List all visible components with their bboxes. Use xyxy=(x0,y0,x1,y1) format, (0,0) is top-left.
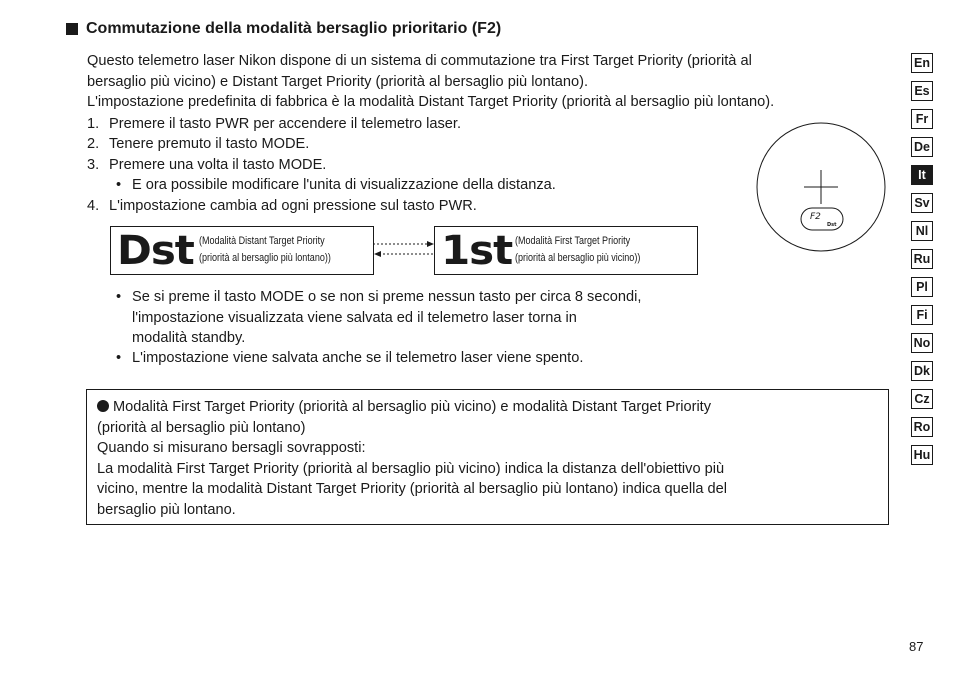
lang-tab-ru[interactable]: Ru xyxy=(911,249,933,269)
lang-tab-dk[interactable]: Dk xyxy=(911,361,933,381)
lang-tab-pl[interactable]: Pl xyxy=(911,277,933,297)
note-line-6: bersaglio più lontano. xyxy=(97,501,236,518)
display-1st-glyph: 1st xyxy=(441,228,513,274)
display-dst-box xyxy=(110,226,374,275)
intro-line-1: Questo telemetro laser Nikon dispone di un sistema di commutazione tra First Target Priority (priorità al xyxy=(87,53,752,69)
bullet-standby: • Se si preme il tasto MODE o se non si preme nessun tasto per circa 8 secondi, l'impostazione visualizzata viene salvata ed il telemetro laser torna in modalità standby. xyxy=(116,289,642,346)
lang-tab-hu[interactable]: Hu xyxy=(911,445,933,465)
lang-tab-fr[interactable]: Fr xyxy=(911,109,933,129)
display-dst-caption: (Modalità Distant Target Priority (priorità al bersaglio più lontano)) xyxy=(199,235,331,264)
toggle-arrows-icon xyxy=(373,234,435,260)
lang-tab-no[interactable]: No xyxy=(911,333,933,353)
display-dst-glyph: Dst xyxy=(117,228,194,274)
intro-line-2: bersaglio più vicino) e Distant Target Priority (priorità al bersaglio più lontano). xyxy=(87,73,589,90)
square-bullet-icon xyxy=(66,23,78,35)
viewfinder-mode-label: F2 xyxy=(810,212,821,222)
step-1: 1. Premere il tasto PWR per accendere il telemetro laser. xyxy=(87,116,462,132)
lang-tab-nl[interactable]: Nl xyxy=(911,221,933,241)
note-title-line-1: Modalità First Target Priority (priorità al bersaglio più vicino) e modalità Distant Target Priority xyxy=(97,397,880,418)
lang-tab-sv[interactable]: Sv xyxy=(911,193,933,213)
intro-line-3: L'impostazione predefinita di fabbrica è la modalità Distant Target Priority (priorità al bersaglio più lontano). xyxy=(87,94,775,110)
intro-text xyxy=(87,51,887,113)
circle-bullet-icon xyxy=(97,400,109,412)
lang-tab-de[interactable]: De xyxy=(911,137,933,157)
bullet-saved: • L'impostazione viene salvata anche se il telemetro laser viene spento. xyxy=(132,348,583,369)
viewfinder-illustration xyxy=(755,122,889,252)
section-title: Commutazione della modalità bersaglio prioritario (F2) xyxy=(86,20,502,37)
section-heading xyxy=(66,19,501,39)
lang-tab-fi[interactable]: Fi xyxy=(911,305,933,325)
viewfinder-mode-badge xyxy=(801,208,843,230)
display-1st-caption: (Modalità First Target Priority (priorità al bersaglio più vicino)) xyxy=(515,235,641,264)
lang-tab-ro[interactable]: Ro xyxy=(911,417,933,437)
note-title-line-2: (priorità al bersaglio più lontano) xyxy=(97,419,306,436)
step-2: 2. Tenere premuto il tasto MODE. xyxy=(87,136,310,152)
step-4: 4. L'impostazione cambia ad ogni pressione sul tasto PWR. xyxy=(87,198,477,214)
step-3: 3. Premere una volta il tasto MODE. xyxy=(87,157,327,173)
lang-tab-cz[interactable]: Cz xyxy=(911,389,933,409)
bullet-dot-icon: • xyxy=(116,289,122,305)
lang-tab-it[interactable]: It xyxy=(911,165,933,185)
bullet-dot-icon: • xyxy=(116,350,122,366)
lang-tab-en[interactable]: En xyxy=(911,53,933,73)
note-line-3: Quando si misurano bersagli sovrapposti: xyxy=(97,440,366,456)
lang-tab-es[interactable]: Es xyxy=(911,81,933,101)
viewfinder-sub-label: Dst xyxy=(827,222,837,228)
crosshair-icon xyxy=(804,170,838,204)
note-line-5: vicino, mentre la modalità Distant Target Priority (priorità al bersaglio più lontano) indica quella del xyxy=(97,481,728,497)
bullet-dot-icon: • xyxy=(116,177,122,193)
step-3-bullet: • E ora possibile modificare l'unita di visualizzazione della distanza. xyxy=(132,175,556,196)
display-1st-box xyxy=(434,226,698,275)
note-line-4: La modalità First Target Priority (priorità al bersaglio più vicino) indica la distanza dell'obiettivo più xyxy=(97,460,725,477)
page-number: 87 xyxy=(909,639,924,654)
note-box xyxy=(86,389,889,525)
